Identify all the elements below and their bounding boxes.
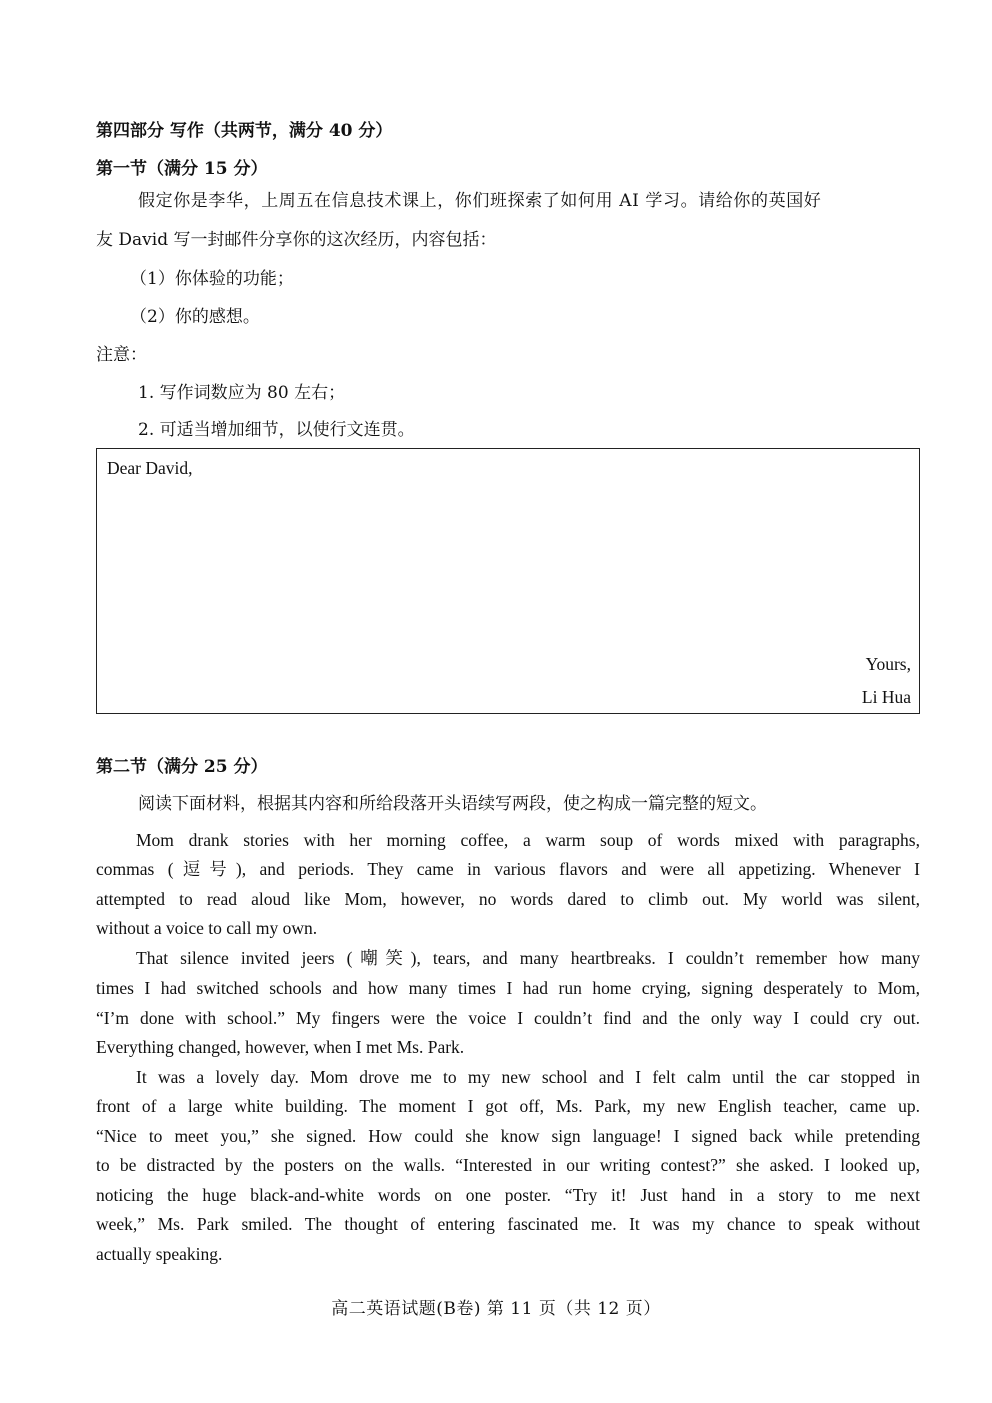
- note-1: 1. 写作词数应为 80 左右；: [138, 383, 346, 403]
- letter-writing-box[interactable]: [96, 448, 920, 714]
- content-point-1: （1）你体验的功能；: [130, 269, 294, 289]
- para-3-line-5: noticing the huge black-and-white words on one poster. “Try it! Just hand in a story to me next: [96, 1185, 920, 1205]
- section-one-prompt-line-2: 友 David 写一封邮件分享你的这次经历，内容包括：: [96, 230, 497, 250]
- section-one-prompt-line-1: 假定你是李华，上周五在信息技术课上，你们班探索了如何用 AI 学习。请给你的英国好: [138, 191, 822, 211]
- para-1-line-1: Mom drank stories with her morning coffee, a warm soup of words mixed with paragraphs,: [136, 830, 920, 850]
- note-2: 2. 可适当增加细节，以使行文连贯。: [138, 420, 415, 440]
- para-3-line-1: It was a lovely day. Mom drove me to my new school and I felt calm until the car stopped in: [136, 1067, 920, 1087]
- para-3-line-4: to be distracted by the posters on the walls. “Interested in our writing contest?” she asked. I looked up,: [96, 1155, 920, 1175]
- section-one-title: 第一节（满分 15 分）: [96, 159, 268, 179]
- content-point-2: （2）你的感想。: [130, 307, 260, 327]
- para-1-line-3: attempted to read aloud like Mom, however, no words dared to climb out. My world was silent,: [96, 889, 920, 909]
- para-2-line-3: “I’m done with school.” My fingers were the voice I couldn’t find and the only way I could cry out.: [96, 1008, 920, 1028]
- para-3-line-3: “Nice to meet you,” she signed. How could she know sign language! I signed back while pretending: [96, 1126, 920, 1146]
- para-2-line-1: That silence invited jeers (嘲笑), tears, and many heartbreaks. I couldn’t remember how many: [136, 948, 920, 968]
- para-1-line-2: commas (逗号), and periods. They came in various flavors and were all appetizing. Whenever I: [96, 859, 920, 879]
- letter-signature: Li Hua: [861, 687, 911, 707]
- part-four-title: 第四部分 写作（共两节，满分 40 分）: [96, 121, 393, 141]
- para-2-line-2: times I had switched schools and how many times I had run home crying, signing desperately to Mom,: [96, 978, 920, 998]
- notes-label: 注意：: [96, 345, 147, 365]
- letter-greeting: Dear David,: [107, 458, 193, 478]
- para-3-line-2: front of a large white building. The moment I got off, Ms. Park, my new English teacher, came up.: [96, 1096, 920, 1116]
- section-two-title: 第二节（满分 25 分）: [96, 757, 268, 777]
- page-footer: 高二英语试题(B卷) 第 11 页（共 12 页）: [331, 1299, 661, 1319]
- para-2-line-4: Everything changed, however, when I met Ms. Park.: [96, 1037, 465, 1057]
- para-3-line-6: week,” Ms. Park smiled. The thought of entering fascinated me. It was my chance to speak without: [96, 1214, 920, 1234]
- para-1-line-4: without a voice to call my own.: [96, 918, 318, 938]
- letter-closing: Yours,: [865, 654, 911, 674]
- para-3-line-7: actually speaking.: [96, 1244, 223, 1264]
- section-two-instruction: 阅读下面材料，根据其内容和所给段落开头语续写两段，使之构成一篇完整的短文。: [138, 794, 767, 814]
